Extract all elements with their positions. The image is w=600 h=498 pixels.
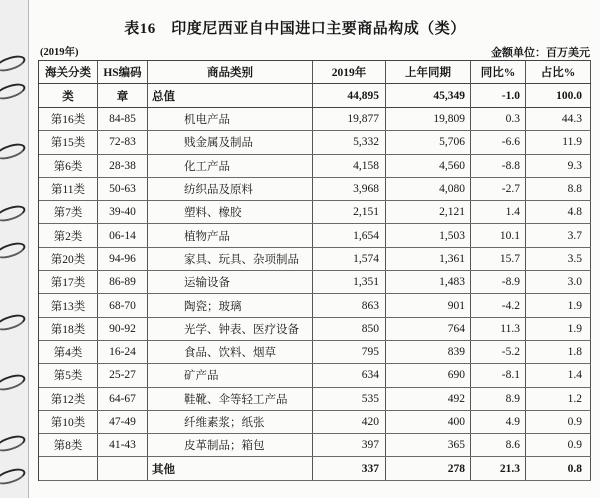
customs-class-cell: 类 bbox=[39, 84, 98, 107]
binding-ring bbox=[0, 433, 27, 455]
hs-code-cell: 47-49 bbox=[98, 411, 148, 433]
share-cell: 0.9 bbox=[526, 411, 591, 433]
value-2019-cell: 850 bbox=[313, 318, 386, 340]
value-prev-year-cell: 492 bbox=[386, 388, 471, 410]
category-cell: 矿产品 bbox=[148, 364, 313, 386]
category-cell: 化工产品 bbox=[148, 155, 313, 177]
table-row bbox=[39, 271, 591, 294]
header-category: 商品类别 bbox=[148, 61, 313, 83]
table-row bbox=[39, 131, 591, 154]
total-row bbox=[39, 84, 591, 108]
table-row bbox=[39, 201, 591, 224]
hs-code-cell: 84-85 bbox=[98, 108, 148, 130]
hs-code-cell: 94-96 bbox=[98, 248, 148, 270]
value-prev-year-cell: 19,809 bbox=[386, 108, 471, 130]
customs-class-cell: 第2类 bbox=[39, 224, 98, 246]
value-prev-year-cell: 400 bbox=[386, 411, 471, 433]
table-row bbox=[39, 388, 591, 411]
share-cell: 100.0 bbox=[526, 84, 591, 107]
share-cell: 8.8 bbox=[526, 178, 591, 200]
value-prev-year-cell: 839 bbox=[386, 341, 471, 363]
value-prev-year-cell: 4,560 bbox=[386, 155, 471, 177]
customs-class-cell: 第6类 bbox=[39, 155, 98, 177]
share-cell: 1.9 bbox=[526, 294, 591, 316]
share-cell: 0.8 bbox=[526, 457, 591, 479]
share-cell: 0.9 bbox=[526, 434, 591, 456]
yoy-cell: -8.8 bbox=[471, 155, 526, 177]
table-row bbox=[39, 341, 591, 364]
year-note: (2019年) bbox=[40, 47, 79, 58]
binding-ring bbox=[0, 53, 27, 75]
binding-ring bbox=[0, 81, 27, 103]
yoy-cell: 15.7 bbox=[471, 248, 526, 270]
table-row bbox=[39, 155, 591, 178]
value-2019-cell: 1,351 bbox=[313, 271, 386, 293]
yoy-cell: 4.9 bbox=[471, 411, 526, 433]
value-prev-year-cell: 5,706 bbox=[386, 131, 471, 153]
header-customs-class: 海关分类 bbox=[39, 61, 98, 83]
hs-code-cell: 28-38 bbox=[98, 155, 148, 177]
customs-class-cell: 第15类 bbox=[39, 131, 98, 153]
share-cell: 44.3 bbox=[526, 108, 591, 130]
share-cell: 1.9 bbox=[526, 318, 591, 340]
share-cell: 1.4 bbox=[526, 364, 591, 386]
table-header-row bbox=[39, 61, 591, 84]
value-2019-cell: 1,654 bbox=[313, 224, 386, 246]
category-cell: 纤维素浆；纸张 bbox=[148, 411, 313, 433]
hs-code-cell: 06-14 bbox=[98, 224, 148, 246]
share-cell: 3.5 bbox=[526, 248, 591, 270]
category-cell: 塑料、橡胶 bbox=[148, 201, 313, 223]
value-prev-year-cell: 45,349 bbox=[386, 84, 471, 107]
yoy-cell: 8.6 bbox=[471, 434, 526, 456]
yoy-cell: 21.3 bbox=[471, 457, 526, 479]
customs-class-cell: 第11类 bbox=[39, 178, 98, 200]
value-prev-year-cell: 690 bbox=[386, 364, 471, 386]
yoy-cell: -2.7 bbox=[471, 178, 526, 200]
yoy-cell: 11.3 bbox=[471, 318, 526, 340]
share-cell: 1.2 bbox=[526, 388, 591, 410]
customs-class-cell: 第4类 bbox=[39, 341, 98, 363]
value-2019-cell: 4,158 bbox=[313, 155, 386, 177]
hs-code-cell: 章 bbox=[98, 84, 148, 107]
customs-class-cell: 第8类 bbox=[39, 434, 98, 456]
binding-ring bbox=[0, 203, 27, 225]
value-prev-year-cell: 1,503 bbox=[386, 224, 471, 246]
hs-code-cell: 39-40 bbox=[98, 201, 148, 223]
value-2019-cell: 397 bbox=[313, 434, 386, 456]
value-prev-year-cell: 1,361 bbox=[386, 248, 471, 270]
header-yoy: 同比% bbox=[471, 61, 526, 83]
share-cell: 1.8 bbox=[526, 341, 591, 363]
yoy-cell: -8.9 bbox=[471, 271, 526, 293]
share-cell: 3.0 bbox=[526, 271, 591, 293]
category-cell: 鞋靴、伞等轻工产品 bbox=[148, 388, 313, 410]
hs-code-cell: 50-63 bbox=[98, 178, 148, 200]
value-prev-year-cell: 1,483 bbox=[386, 271, 471, 293]
binding-ring bbox=[0, 312, 27, 334]
hs-code-cell: 41-43 bbox=[98, 434, 148, 456]
customs-class-cell: 第12类 bbox=[39, 388, 98, 410]
table-row bbox=[39, 434, 591, 457]
yoy-cell: 1.4 bbox=[471, 201, 526, 223]
hs-code-cell: 64-67 bbox=[98, 388, 148, 410]
binding-ring bbox=[0, 466, 27, 488]
share-cell: 11.9 bbox=[526, 131, 591, 153]
category-cell: 贱金属及制品 bbox=[148, 131, 313, 153]
yoy-cell: -1.0 bbox=[471, 84, 526, 107]
category-cell: 家具、玩具、杂项制品 bbox=[148, 248, 313, 270]
table-row bbox=[39, 108, 591, 131]
yoy-cell: 10.1 bbox=[471, 224, 526, 246]
value-prev-year-cell: 365 bbox=[386, 434, 471, 456]
customs-class-cell: 第16类 bbox=[39, 108, 98, 130]
customs-class-cell: 第5类 bbox=[39, 364, 98, 386]
hs-code-cell bbox=[98, 457, 148, 479]
table-row bbox=[39, 364, 591, 387]
category-cell: 机电产品 bbox=[148, 108, 313, 130]
category-cell: 食品、饮料、烟草 bbox=[148, 341, 313, 363]
header-2019: 2019年 bbox=[313, 61, 386, 83]
yoy-cell: -8.1 bbox=[471, 364, 526, 386]
value-2019-cell: 863 bbox=[313, 294, 386, 316]
category-cell: 皮革制品；箱包 bbox=[148, 434, 313, 456]
table-row bbox=[39, 178, 591, 201]
customs-class-cell: 第18类 bbox=[39, 318, 98, 340]
value-2019-cell: 3,968 bbox=[313, 178, 386, 200]
category-cell: 运输设备 bbox=[148, 271, 313, 293]
header-hs-code: HS编码 bbox=[98, 61, 148, 83]
customs-class-cell: 第20类 bbox=[39, 248, 98, 270]
category-cell: 总值 bbox=[148, 84, 313, 107]
category-cell: 陶瓷；玻璃 bbox=[148, 294, 313, 316]
value-2019-cell: 337 bbox=[313, 457, 386, 479]
customs-class-cell bbox=[39, 457, 98, 479]
table-row bbox=[39, 318, 591, 341]
table-title: 表16 印度尼西亚自中国进口主要商品构成（类） bbox=[124, 21, 466, 37]
value-2019-cell: 535 bbox=[313, 388, 386, 410]
table-row bbox=[39, 248, 591, 271]
table-row bbox=[39, 411, 591, 434]
share-cell: 4.8 bbox=[526, 201, 591, 223]
hs-code-cell: 25-27 bbox=[98, 364, 148, 386]
value-2019-cell: 19,877 bbox=[313, 108, 386, 130]
hs-code-cell: 86-89 bbox=[98, 271, 148, 293]
customs-class-cell: 第17类 bbox=[39, 271, 98, 293]
value-2019-cell: 420 bbox=[313, 411, 386, 433]
yoy-cell: -6.6 bbox=[471, 131, 526, 153]
share-cell: 3.7 bbox=[526, 224, 591, 246]
value-prev-year-cell: 278 bbox=[386, 457, 471, 479]
value-2019-cell: 795 bbox=[313, 341, 386, 363]
value-prev-year-cell: 901 bbox=[386, 294, 471, 316]
hs-code-cell: 68-70 bbox=[98, 294, 148, 316]
value-2019-cell: 44,895 bbox=[313, 84, 386, 107]
header-prev-year: 上年同期 bbox=[386, 61, 471, 83]
spiral-binding bbox=[0, 0, 29, 498]
category-cell: 其他 bbox=[148, 457, 313, 479]
customs-class-cell: 第10类 bbox=[39, 411, 98, 433]
hs-code-cell: 90-92 bbox=[98, 318, 148, 340]
customs-class-cell: 第13类 bbox=[39, 294, 98, 316]
hs-code-cell: 16-24 bbox=[98, 341, 148, 363]
category-cell: 植物产品 bbox=[148, 224, 313, 246]
unit-note: 金额单位：百万美元 bbox=[491, 47, 590, 59]
import-composition-table bbox=[38, 60, 591, 481]
binding-ring bbox=[0, 372, 27, 394]
value-2019-cell: 5,332 bbox=[313, 131, 386, 153]
header-share: 占比% bbox=[526, 61, 591, 83]
table-row bbox=[39, 294, 591, 317]
hs-code-cell: 72-83 bbox=[98, 131, 148, 153]
value-prev-year-cell: 4,080 bbox=[386, 178, 471, 200]
binding-ring bbox=[0, 141, 27, 163]
yoy-cell: 8.9 bbox=[471, 388, 526, 410]
value-2019-cell: 2,151 bbox=[313, 201, 386, 223]
value-prev-year-cell: 2,121 bbox=[386, 201, 471, 223]
table-row bbox=[39, 224, 591, 247]
value-2019-cell: 634 bbox=[313, 364, 386, 386]
yoy-cell: -4.2 bbox=[471, 294, 526, 316]
category-cell: 纺织品及原料 bbox=[148, 178, 313, 200]
value-2019-cell: 1,574 bbox=[313, 248, 386, 270]
customs-class-cell: 第7类 bbox=[39, 201, 98, 223]
binding-ring bbox=[0, 240, 27, 262]
other-row bbox=[39, 457, 591, 480]
share-cell: 9.3 bbox=[526, 155, 591, 177]
yoy-cell: -5.2 bbox=[471, 341, 526, 363]
value-prev-year-cell: 764 bbox=[386, 318, 471, 340]
category-cell: 光学、钟表、医疗设备 bbox=[148, 318, 313, 340]
yoy-cell: 0.3 bbox=[471, 108, 526, 130]
